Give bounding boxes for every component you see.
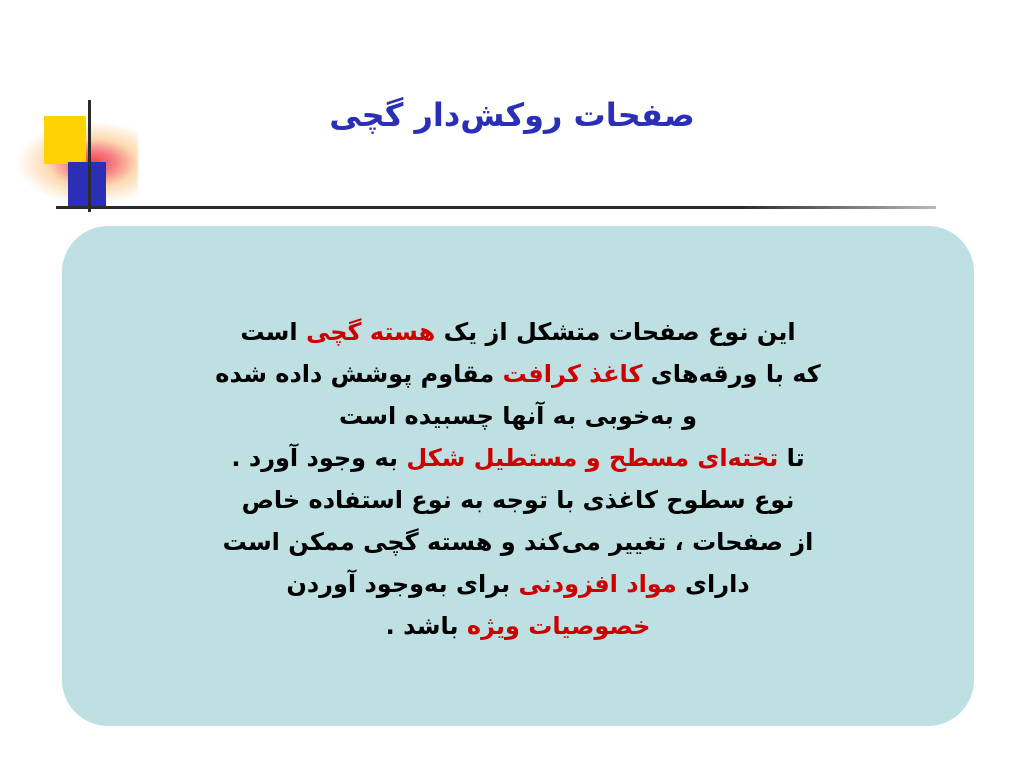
body-line [223,521,814,563]
body-text: این نوع صفحات متشکل از یک [435,318,796,346]
body-line [242,479,795,521]
body-text: مقاوم پوشش داده شده [215,360,503,388]
body-line [286,563,749,605]
horizontal-rule [56,206,936,209]
body-text: به وجود آورد . [231,444,407,472]
highlighted-text: خصوصیات ویژه [466,612,651,640]
content-panel [62,226,974,726]
body-text: از صفحات ، تغییر می‌کند و هسته گچی ممکن است [222,528,814,556]
body-text: که با ورقه‌های [642,360,821,388]
body-text: باشد . [385,612,467,640]
slide-title: صفحات روکش‌دار گچی [329,96,695,134]
body-line [386,605,651,647]
body-line [240,311,795,353]
highlighted-text: مواد افزودنی [518,570,677,598]
highlighted-text: تخته‌ای مسطح و مستطیل شکل [406,444,779,472]
highlighted-text: کاغذ کرافت [502,360,643,388]
body-text: برای به‌وجود آوردن [286,570,519,598]
body-text: تا [778,444,805,472]
body-line [339,395,697,437]
blue-square-shape [68,162,106,206]
highlighted-text: هسته گچی [305,318,436,346]
body-line [231,437,804,479]
body-text: دارای [676,570,750,598]
body-text: و به‌خوبی به آنها چسبیده است [338,402,698,430]
body-text: است [240,318,306,346]
body-text: نوع سطوح کاغذی با توجه به نوع استفاده خاص [241,486,795,514]
body-line [215,353,820,395]
